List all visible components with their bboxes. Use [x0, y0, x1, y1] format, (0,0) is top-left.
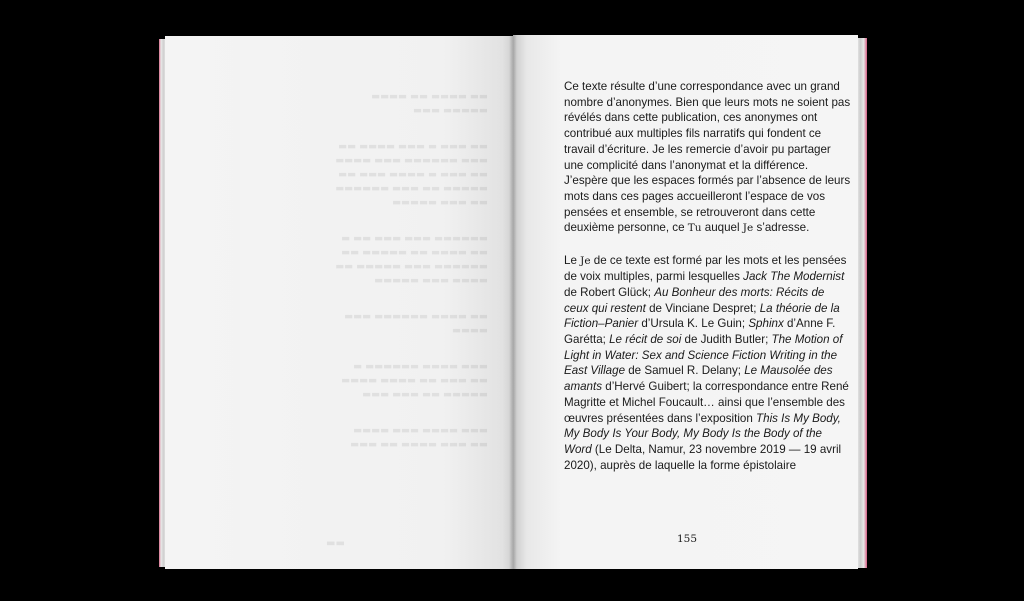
text-run-je: Je: [742, 222, 754, 235]
book-title: Sphinx: [748, 317, 784, 331]
book-title: Le récit de soi: [609, 333, 682, 347]
book-gutter: [509, 35, 517, 569]
text-run: Ce texte résulte d’une correspondance avec un grand nombre d’anonymes. Bien que leurs mots ne soient pas révélés dans cette publication, ces anonymes ont contribué aux multiples fils narratifs qui fondent ce travail d’écriture. Je les remercie d’avoir pu partager une complicité dans l’anonymat et la différence. J’espère que les espaces formés par l’absence de leurs mots dans ces pages accueilleront l’espace de vos pensées et ensemble, se retrouveront dans cette deuxième personne, ce: [564, 80, 851, 235]
body-text: [564, 79, 852, 473]
text-run: auquel: [701, 221, 743, 235]
text-run: d’Ursula K. Le Guin;: [638, 317, 749, 331]
book-title: La théorie de la Fiction–Panier: [564, 301, 840, 331]
text-run-tu: Tu: [687, 222, 702, 235]
paragraph-sources: [564, 253, 852, 474]
text-run: (Le Delta, Namur, 23 novembre 2019 — 19 avril 2020), auprès de laquelle la forme épistolaire: [564, 442, 842, 472]
exhibition-title: This Is My Body, My Body Is Your Body, My Body Is the Body of the Word: [564, 411, 841, 456]
book-title: Le Mausolée des amants: [564, 364, 833, 394]
text-run: s’adresse.: [753, 221, 810, 235]
book-title: Au Bonheur des morts: Récits de ceux qui restent: [564, 285, 825, 315]
text-run: de Vinciane Despret;: [645, 301, 760, 315]
text-run: de Samuel R. Delany;: [625, 364, 745, 378]
page-number: 155: [677, 533, 698, 545]
text-run: de ce texte est formé par les mots et les pensées de voix multiples, parmi lesquelles: [564, 253, 847, 284]
text-run-je: Je: [580, 254, 591, 267]
show-through-text: ▬▬▬▬ ▬▬ ▬▬▬▬ ▬▬ ▬▬▬ ▬▬▬▬▬ ▬▬ ▬▬▬▬ ▬▬▬ ▬ ▬▬▬ ▬▬ ▬▬▬▬ ▬▬▬ ▬▬▬▬▬▬ ▬▬▬ ▬▬ ▬▬▬ ▬▬▬▬ ▬ ▬▬▬ ▬▬ ▬▬▬▬▬▬ ▬▬▬ ▬▬ ▬▬▬▬▬ ▬▬▬▬▬ ▬▬▬ ▬▬ ▬ ▬▬ ▬▬▬ ▬▬▬ ▬▬▬▬▬▬ ▬▬ ▬▬▬▬▬ ▬▬ ▬▬▬▬ ▬▬ ▬▬ ▬▬▬▬▬ ▬▬▬ ▬▬▬▬▬▬ ▬▬▬▬▬ ▬▬▬ ▬▬▬▬ ▬▬▬ ▬▬▬▬▬▬ ▬▬▬▬ ▬▬ ▬▬▬▬ ▬ ▬▬▬▬▬▬ ▬▬▬▬ ▬▬▬ ▬▬▬▬ ▬▬▬▬ ▬▬ ▬▬▬ ▬▬ ▬▬▬ ▬▬▬ ▬▬ ▬▬▬▬▬ ▬▬▬▬ ▬▬▬ ▬▬▬▬ ▬▬▬ ▬▬▬ ▬▬ ▬▬▬▬ ▬▬▬ ▬▬: [335, 91, 488, 450]
text-run: de Judith Butler;: [681, 333, 772, 347]
paragraph-acknowledgement: [564, 79, 852, 237]
text-run: de Robert Glück;: [564, 285, 655, 299]
book-title: Jack The Modernist: [743, 270, 845, 284]
text-run: Le: [564, 253, 581, 267]
show-through-folio: ▬▬: [326, 538, 345, 549]
text-run: d’Hervé Guibert; la correspondance entre René Magritte et Michel Foucault… ainsi que l’ensemble des œuvres présentées dans l’exposition: [564, 380, 849, 425]
text-run: d’Anne F. Garétta;: [564, 317, 836, 347]
book-title: The Motion of Light in Water: Sex and Science Fiction Writing in the East Village: [564, 333, 843, 378]
